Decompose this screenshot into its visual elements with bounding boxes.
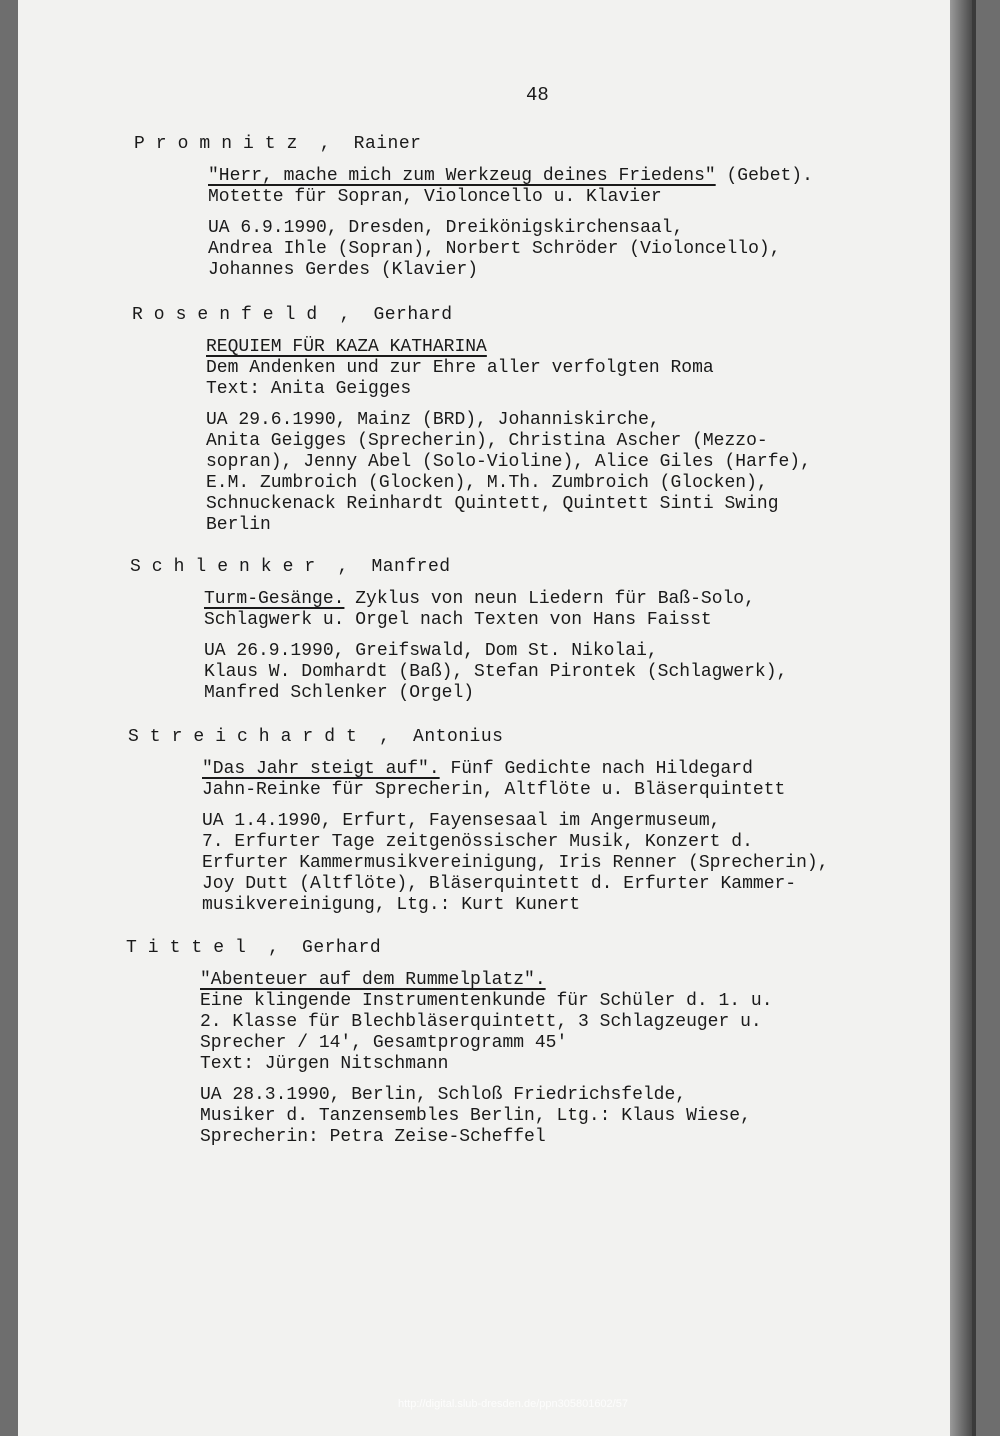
document-page [18,0,976,1436]
composer-heading: Rosenfeld , Gerhard [132,305,453,325]
premiere-line: E.M. Zumbroich (Glocken), M.Th. Zumbroich (Glocken), [206,473,768,493]
composer-heading: Streichardt , Antonius [128,727,504,747]
work-title: "Das Jahr steigt auf". [202,759,440,779]
work-block [206,337,811,400]
work-line: Text: Anita Geigges [206,379,412,399]
premiere-line: Anita Geigges (Sprecherin), Christina Ascher (Mezzo- [206,431,768,451]
premiere-line: Sprecherin: Petra Zeise-Scheffel [200,1127,546,1147]
work-line: 2. Klasse für Blechbläserquintett, 3 Schlagzeuger u. [200,1012,762,1032]
premiere-line: Klaus W. Domhardt (Baß), Stefan Pirontek (Schlagwerk), [204,662,788,682]
composer-firstname: Gerhard [373,305,453,325]
work-block [208,166,813,208]
source-url: http://digital.slub-dresden.de/ppn305801602/57 [398,1398,628,1410]
entry-schlenker [130,557,787,704]
premiere-block [208,218,813,281]
premiere-line: UA 26.9.1990, Greifswald, Dom St. Nikolai, [204,641,658,661]
work-line: Dem Andenken und zur Ehre aller verfolgten Roma [206,358,714,378]
work-title: REQUIEM FÜR KAZA KATHARINA [206,337,487,357]
premiere-line: Berlin [206,515,271,535]
composer-firstname: Manfred [371,557,451,577]
work-line: Motette für Sopran, Violoncello u. Klavier [208,187,662,207]
composer-surname: Tittel [126,938,257,958]
page-number: 48 [526,84,549,106]
work-title-suffix: Zyklus von neun Liedern für Baß-Solo, [344,589,755,609]
work-title-suffix: Fünf Gedichte nach Hildegard [439,759,753,779]
premiere-line: Musiker d. Tanzensembles Berlin, Ltg.: Klaus Wiese, [200,1106,751,1126]
premiere-line: Manfred Schlenker (Orgel) [204,683,475,703]
composer-firstname: Rainer [353,134,422,154]
composer-surname: Streichardt [128,727,368,747]
work-block [204,589,787,631]
work-line: Schlagwerk u. Orgel nach Texten von Hans Faisst [204,610,712,630]
work-title: "Herr, mache mich zum Werkzeug deines Friedens" [208,166,716,186]
work-title: "Abenteuer auf dem Rummelplatz". [200,970,546,990]
composer-heading: Schlenker , Manfred [130,557,451,577]
work-line: Text: Jürgen Nitschmann [200,1054,449,1074]
premiere-line: UA 28.3.1990, Berlin, Schloß Friedrichsfelde, [200,1085,687,1105]
work-title-suffix: (Gebet). [715,166,813,186]
premiere-line: Joy Dutt (Altflöte), Bläserquintett d. Erfurter Kammer- [202,874,797,894]
entry-promnitz [134,134,813,281]
premiere-line: UA 1.4.1990, Erfurt, Fayensesaal im Angermuseum, [202,811,721,831]
premiere-line: Andrea Ihle (Sopran), Norbert Schröder (Violoncello), [208,239,781,259]
premiere-block [204,641,787,704]
entry-tittel [126,938,773,1148]
composer-surname: Promnitz [134,134,309,154]
premiere-line: Johannes Gerdes (Klavier) [208,260,479,280]
premiere-line: UA 6.9.1990, Dresden, Dreikönigskirchensaal, [208,218,684,238]
entry-rosenfeld [132,305,811,536]
page-edge-shadow [950,0,972,1436]
composer-heading: Promnitz , Rainer [134,134,422,154]
work-block [202,759,829,801]
premiere-block [202,811,829,916]
premiere-line: Erfurter Kammermusikvereinigung, Iris Renner (Sprecherin), [202,853,829,873]
work-line: Sprecher / 14', Gesamtprogramm 45' [200,1033,568,1053]
premiere-block [200,1085,773,1148]
composer-heading: Tittel , Gerhard [126,938,382,958]
work-line: Jahn-Reinke für Sprecherin, Altflöte u. Bläserquintett [202,780,786,800]
composer-surname: Rosenfeld [132,305,329,325]
composer-firstname: Gerhard [302,938,382,958]
work-line: Eine klingende Instrumentenkunde für Schüler d. 1. u. [200,991,773,1011]
composer-surname: Schlenker [130,557,327,577]
premiere-line: musikvereinigung, Ltg.: Kurt Kunert [202,895,581,915]
work-block [200,970,773,1075]
premiere-block [206,410,811,536]
entry-streichardt [128,727,829,916]
premiere-line: Schnuckenack Reinhardt Quintett, Quintett Sinti Swing [206,494,779,514]
composer-firstname: Antonius [413,727,504,747]
premiere-line: sopran), Jenny Abel (Solo-Violine), Alice Giles (Harfe), [206,452,811,472]
premiere-line: UA 29.6.1990, Mainz (BRD), Johanniskirche, [206,410,660,430]
work-title: Turm-Gesänge. [204,589,345,609]
premiere-line: 7. Erfurter Tage zeitgenössischer Musik, Konzert d. [202,832,753,852]
